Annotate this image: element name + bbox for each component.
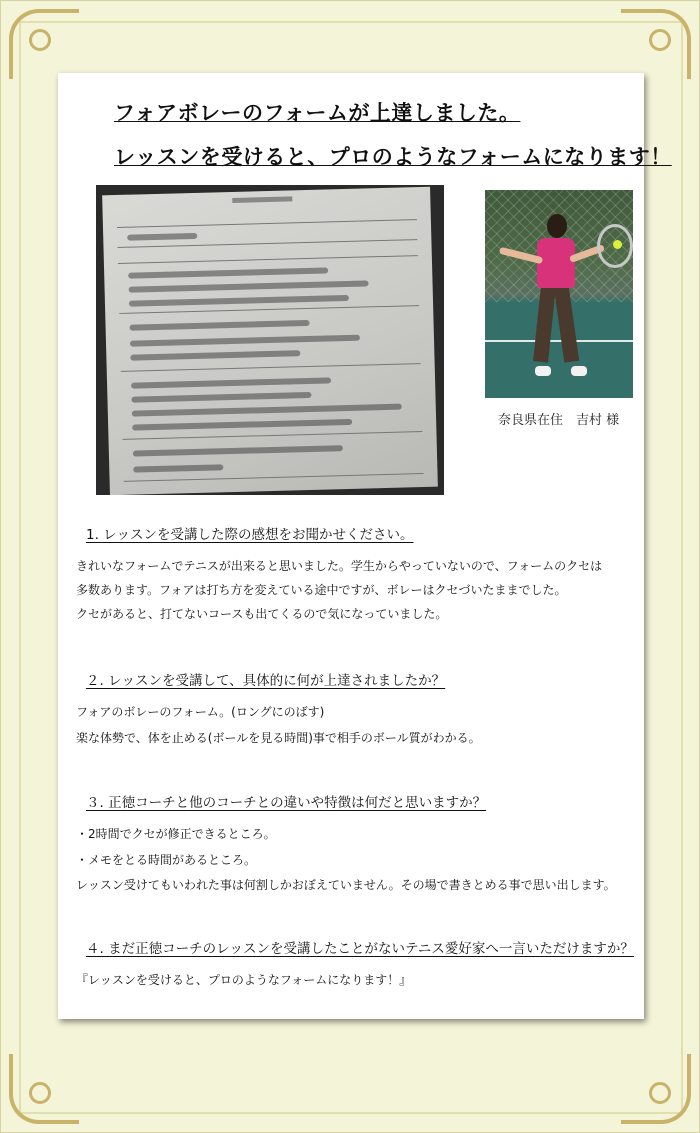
question-4-title: ４. まだ正徳コーチのレッスンを受講したことがないテニス愛好家へ一言いただけますか？ bbox=[86, 941, 634, 957]
answer-1-line-3: クセがあると、打てないコースも出てくるので気になっていました。 bbox=[76, 607, 448, 621]
answer-4-line-1: 『レッスンを受けると、プロのようなフォームになります！』 bbox=[76, 973, 412, 987]
survey-sheet-photo bbox=[96, 185, 444, 495]
answer-2-line-2: 楽な体勢で、体を止める(ボールを見る時間)事で相手のボール質がわかる。 bbox=[76, 731, 481, 745]
photo-caption: 奈良県在住 吉村 様 bbox=[498, 413, 620, 428]
testimonial-card bbox=[58, 73, 672, 1019]
scroll-ornament-bottom-left bbox=[29, 1082, 51, 1104]
scroll-ornament-top-left bbox=[29, 29, 51, 51]
answer-1-line-1: きれいなフォームでテニスが出来ると思いました。学生からやっていないので、フォームのクセは bbox=[76, 559, 603, 573]
headline-line-1: フォアボレーのフォームが上達しました。 bbox=[114, 101, 521, 125]
answer-3-line-1: ・2時間でクセが修正できるところ。 bbox=[76, 827, 276, 841]
question-3-title: ３. 正徳コーチと他のコーチとの違いや特徴は何だと思いますか？ bbox=[86, 795, 487, 811]
survey-paper bbox=[102, 187, 438, 495]
scroll-ornament-top-right bbox=[649, 29, 671, 51]
player-photo bbox=[485, 190, 633, 398]
answer-2-line-1: フォアのボレーのフォーム。(ロングにのばす) bbox=[76, 705, 325, 719]
headline-line-2: レッスンを受けると、プロのようなフォームになります！ bbox=[114, 145, 672, 169]
answer-3-line-2: ・メモをとる時間があるところ。 bbox=[76, 853, 257, 867]
scroll-ornament-bottom-right bbox=[649, 1082, 671, 1104]
question-2-title: ２. レッスンを受講して、具体的に何が上達されましたか？ bbox=[86, 673, 446, 689]
answer-1-line-2: 多数あります。フォアは打ち方を変えている途中ですが、ボレーはクセづいたままでした。 bbox=[76, 583, 567, 597]
answer-3-line-3: レッスン受けてもいわれた事は何割しかおぼえていません。その場で書きとめる事で思い出します。 bbox=[76, 878, 616, 892]
question-1-title: 1. レッスンを受講した際の感想をお聞かせください。 bbox=[86, 527, 414, 543]
